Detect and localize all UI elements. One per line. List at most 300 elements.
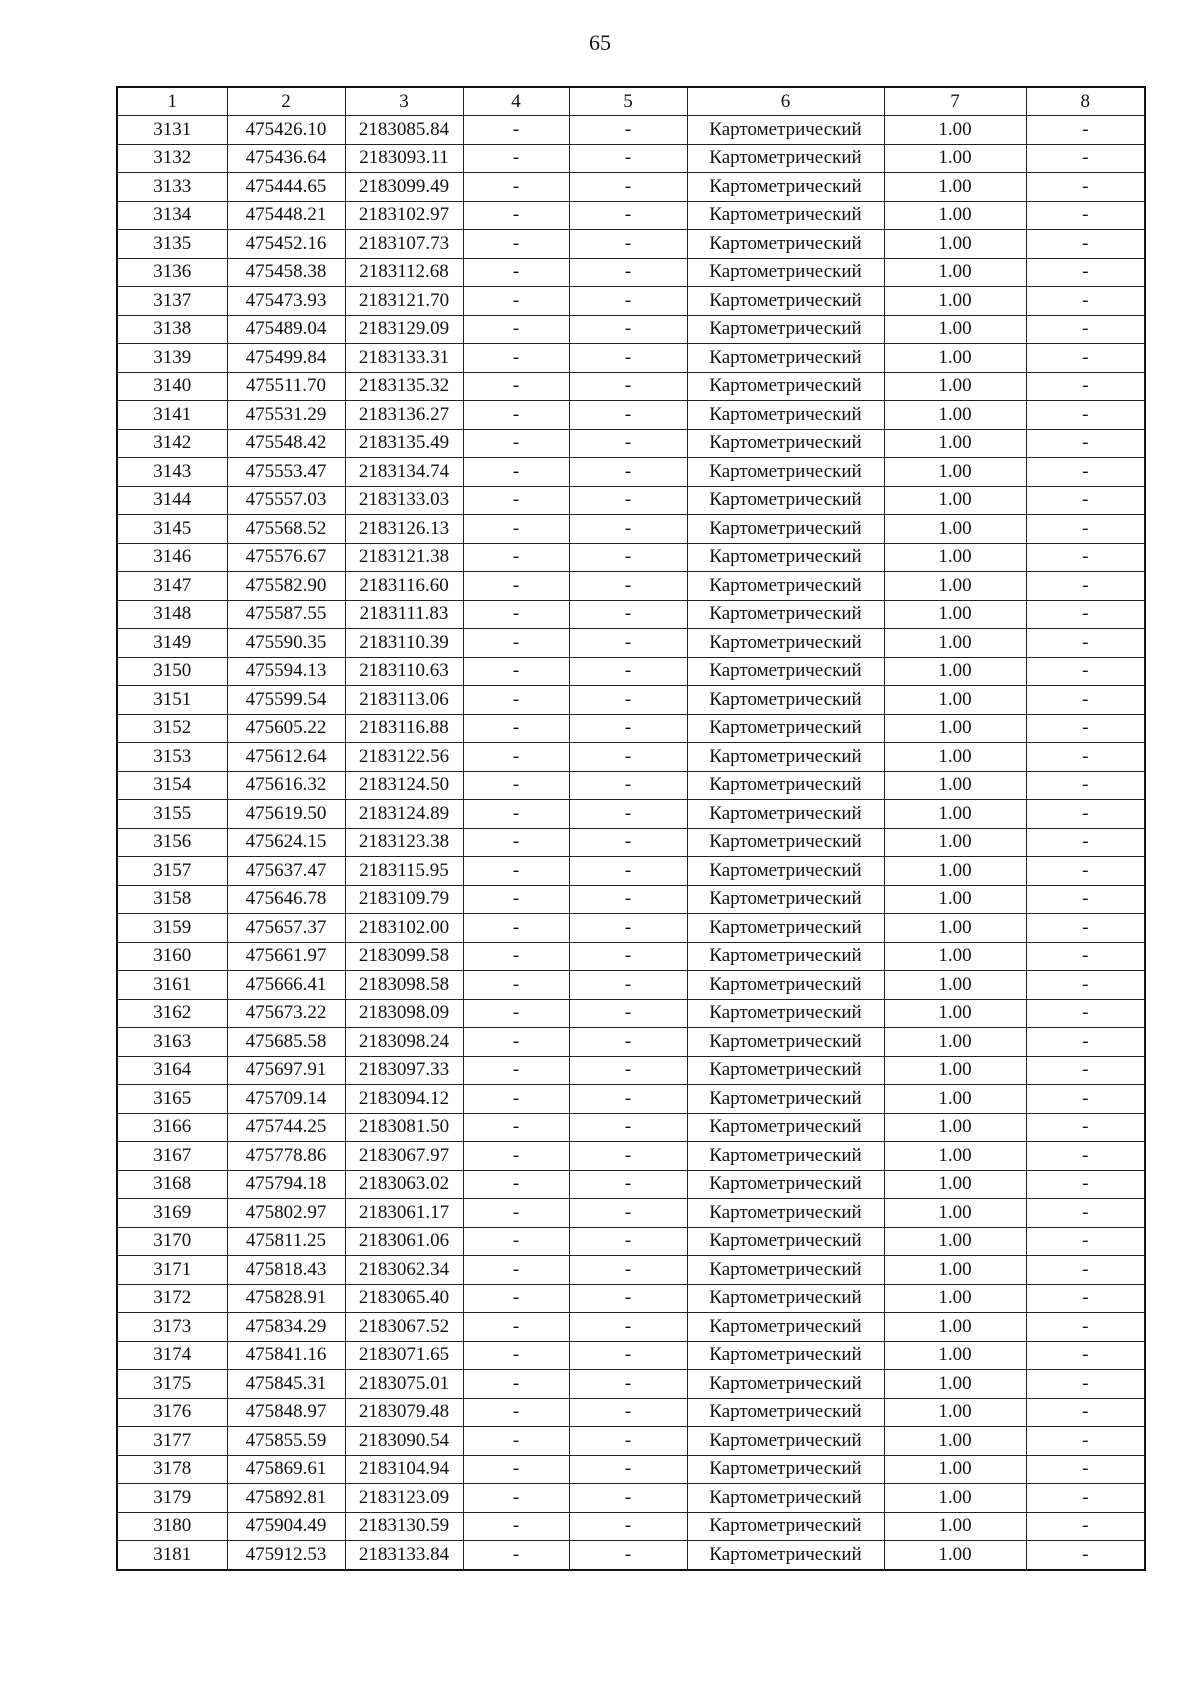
table-row	[117, 942, 1145, 971]
table-row	[117, 771, 1145, 800]
x-coordinate-cell: 475619.50	[227, 800, 345, 829]
table-row	[117, 1113, 1145, 1142]
column-4-cell: -	[463, 572, 569, 601]
table-row	[117, 657, 1145, 686]
accuracy-cell: 1.00	[884, 315, 1026, 344]
y-coordinate-cell: 2183098.58	[345, 971, 463, 1000]
x-coordinate-cell: 475646.78	[227, 885, 345, 914]
point-number-cell: 3181	[117, 1541, 227, 1570]
column-8-cell: -	[1026, 315, 1145, 344]
table-row	[117, 1170, 1145, 1199]
table-row	[117, 572, 1145, 601]
column-5-cell: -	[569, 429, 687, 458]
column-5-cell: -	[569, 258, 687, 287]
column-5-cell: -	[569, 1056, 687, 1085]
method-cell: Картометрический	[687, 1113, 884, 1142]
accuracy-cell: 1.00	[884, 1313, 1026, 1342]
x-coordinate-cell: 475458.38	[227, 258, 345, 287]
y-coordinate-cell: 2183098.09	[345, 999, 463, 1028]
y-coordinate-cell: 2183123.09	[345, 1484, 463, 1513]
point-number-cell: 3174	[117, 1341, 227, 1370]
column-4-cell: -	[463, 914, 569, 943]
accuracy-cell: 1.00	[884, 116, 1026, 145]
column-header: 8	[1026, 87, 1145, 116]
column-8-cell: -	[1026, 258, 1145, 287]
y-coordinate-cell: 2183094.12	[345, 1085, 463, 1114]
column-4-cell: -	[463, 885, 569, 914]
column-5-cell: -	[569, 1085, 687, 1114]
point-number-cell: 3170	[117, 1227, 227, 1256]
column-8-cell: -	[1026, 657, 1145, 686]
column-5-cell: -	[569, 401, 687, 430]
method-cell: Картометрический	[687, 1142, 884, 1171]
table-row	[117, 714, 1145, 743]
x-coordinate-cell: 475557.03	[227, 486, 345, 515]
column-8-cell: -	[1026, 828, 1145, 857]
column-header: 7	[884, 87, 1026, 116]
y-coordinate-cell: 2183061.06	[345, 1227, 463, 1256]
point-number-cell: 3154	[117, 771, 227, 800]
column-4-cell: -	[463, 344, 569, 373]
accuracy-cell: 1.00	[884, 686, 1026, 715]
column-8-cell: -	[1026, 1113, 1145, 1142]
table-row	[117, 315, 1145, 344]
column-5-cell: -	[569, 1199, 687, 1228]
column-4-cell: -	[463, 942, 569, 971]
y-coordinate-cell: 2183102.00	[345, 914, 463, 943]
column-5-cell: -	[569, 828, 687, 857]
point-number-cell: 3133	[117, 173, 227, 202]
column-8-cell: -	[1026, 1028, 1145, 1057]
accuracy-cell: 1.00	[884, 1512, 1026, 1541]
column-8-cell: -	[1026, 1056, 1145, 1085]
table-row	[117, 1085, 1145, 1114]
table-row	[117, 1284, 1145, 1313]
point-number-cell: 3155	[117, 800, 227, 829]
method-cell: Картометрический	[687, 743, 884, 772]
method-cell: Картометрический	[687, 458, 884, 487]
y-coordinate-cell: 2183067.52	[345, 1313, 463, 1342]
table-row	[117, 600, 1145, 629]
y-coordinate-cell: 2183075.01	[345, 1370, 463, 1399]
column-4-cell: -	[463, 629, 569, 658]
coordinates-table	[116, 86, 1146, 1571]
table-row	[117, 144, 1145, 173]
x-coordinate-cell: 475744.25	[227, 1113, 345, 1142]
point-number-cell: 3175	[117, 1370, 227, 1399]
point-number-cell: 3169	[117, 1199, 227, 1228]
method-cell: Картометрический	[687, 1341, 884, 1370]
y-coordinate-cell: 2183115.95	[345, 857, 463, 886]
point-number-cell: 3147	[117, 572, 227, 601]
column-8-cell: -	[1026, 1398, 1145, 1427]
x-coordinate-cell: 475444.65	[227, 173, 345, 202]
accuracy-cell: 1.00	[884, 800, 1026, 829]
column-header: 2	[227, 87, 345, 116]
table-row	[117, 1341, 1145, 1370]
table-row	[117, 1256, 1145, 1285]
accuracy-cell: 1.00	[884, 1341, 1026, 1370]
method-cell: Картометрический	[687, 1370, 884, 1399]
column-8-cell: -	[1026, 572, 1145, 601]
column-4-cell: -	[463, 971, 569, 1000]
column-4-cell: -	[463, 1142, 569, 1171]
header-row	[117, 87, 1145, 116]
column-5-cell: -	[569, 1113, 687, 1142]
y-coordinate-cell: 2183133.03	[345, 486, 463, 515]
column-5-cell: -	[569, 173, 687, 202]
method-cell: Картометрический	[687, 486, 884, 515]
column-4-cell: -	[463, 1284, 569, 1313]
accuracy-cell: 1.00	[884, 1455, 1026, 1484]
method-cell: Картометрический	[687, 1170, 884, 1199]
accuracy-cell: 1.00	[884, 486, 1026, 515]
x-coordinate-cell: 475590.35	[227, 629, 345, 658]
x-coordinate-cell: 475489.04	[227, 315, 345, 344]
accuracy-cell: 1.00	[884, 714, 1026, 743]
x-coordinate-cell: 475818.43	[227, 1256, 345, 1285]
x-coordinate-cell: 475548.42	[227, 429, 345, 458]
column-8-cell: -	[1026, 1142, 1145, 1171]
y-coordinate-cell: 2183133.31	[345, 344, 463, 373]
column-5-cell: -	[569, 1341, 687, 1370]
point-number-cell: 3139	[117, 344, 227, 373]
x-coordinate-cell: 475452.16	[227, 230, 345, 259]
column-4-cell: -	[463, 828, 569, 857]
y-coordinate-cell: 2183121.38	[345, 543, 463, 572]
x-coordinate-cell: 475612.64	[227, 743, 345, 772]
y-coordinate-cell: 2183135.49	[345, 429, 463, 458]
x-coordinate-cell: 475673.22	[227, 999, 345, 1028]
table-row	[117, 1398, 1145, 1427]
column-4-cell: -	[463, 743, 569, 772]
table-row	[117, 515, 1145, 544]
method-cell: Картометрический	[687, 1541, 884, 1570]
column-5-cell: -	[569, 999, 687, 1028]
column-8-cell: -	[1026, 1256, 1145, 1285]
column-5-cell: -	[569, 714, 687, 743]
accuracy-cell: 1.00	[884, 1085, 1026, 1114]
table-row	[117, 1142, 1145, 1171]
y-coordinate-cell: 2183111.83	[345, 600, 463, 629]
column-5-cell: -	[569, 315, 687, 344]
table-row	[117, 629, 1145, 658]
accuracy-cell: 1.00	[884, 743, 1026, 772]
y-coordinate-cell: 2183067.97	[345, 1142, 463, 1171]
column-5-cell: -	[569, 600, 687, 629]
x-coordinate-cell: 475841.16	[227, 1341, 345, 1370]
accuracy-cell: 1.00	[884, 1113, 1026, 1142]
table-row	[117, 1028, 1145, 1057]
accuracy-cell: 1.00	[884, 1056, 1026, 1085]
point-number-cell: 3135	[117, 230, 227, 259]
point-number-cell: 3132	[117, 144, 227, 173]
point-number-cell: 3141	[117, 401, 227, 430]
accuracy-cell: 1.00	[884, 857, 1026, 886]
column-header: 3	[345, 87, 463, 116]
table-header	[117, 87, 1145, 116]
column-header: 1	[117, 87, 227, 116]
y-coordinate-cell: 2183099.58	[345, 942, 463, 971]
x-coordinate-cell: 475834.29	[227, 1313, 345, 1342]
x-coordinate-cell: 475587.55	[227, 600, 345, 629]
column-4-cell: -	[463, 686, 569, 715]
point-number-cell: 3140	[117, 372, 227, 401]
x-coordinate-cell: 475448.21	[227, 201, 345, 230]
method-cell: Картометрический	[687, 315, 884, 344]
method-cell: Картометрический	[687, 999, 884, 1028]
method-cell: Картометрический	[687, 1199, 884, 1228]
column-5-cell: -	[569, 1028, 687, 1057]
method-cell: Картометрический	[687, 1313, 884, 1342]
point-number-cell: 3151	[117, 686, 227, 715]
y-coordinate-cell: 2183129.09	[345, 315, 463, 344]
accuracy-cell: 1.00	[884, 230, 1026, 259]
accuracy-cell: 1.00	[884, 429, 1026, 458]
y-coordinate-cell: 2183136.27	[345, 401, 463, 430]
point-number-cell: 3166	[117, 1113, 227, 1142]
table-row	[117, 1199, 1145, 1228]
column-5-cell: -	[569, 1170, 687, 1199]
x-coordinate-cell: 475599.54	[227, 686, 345, 715]
x-coordinate-cell: 475869.61	[227, 1455, 345, 1484]
table-row	[117, 1056, 1145, 1085]
method-cell: Картометрический	[687, 942, 884, 971]
y-coordinate-cell: 2183065.40	[345, 1284, 463, 1313]
point-number-cell: 3167	[117, 1142, 227, 1171]
point-number-cell: 3160	[117, 942, 227, 971]
y-coordinate-cell: 2183071.65	[345, 1341, 463, 1370]
column-8-cell: -	[1026, 942, 1145, 971]
column-8-cell: -	[1026, 686, 1145, 715]
column-5-cell: -	[569, 1484, 687, 1513]
point-number-cell: 3149	[117, 629, 227, 658]
y-coordinate-cell: 2183079.48	[345, 1398, 463, 1427]
point-number-cell: 3137	[117, 287, 227, 316]
y-coordinate-cell: 2183093.11	[345, 144, 463, 173]
column-8-cell: -	[1026, 714, 1145, 743]
method-cell: Картометрический	[687, 201, 884, 230]
x-coordinate-cell: 475576.67	[227, 543, 345, 572]
table-row	[117, 372, 1145, 401]
accuracy-cell: 1.00	[884, 287, 1026, 316]
point-number-cell: 3164	[117, 1056, 227, 1085]
column-4-cell: -	[463, 1199, 569, 1228]
method-cell: Картометрический	[687, 287, 884, 316]
y-coordinate-cell: 2183134.74	[345, 458, 463, 487]
y-coordinate-cell: 2183113.06	[345, 686, 463, 715]
accuracy-cell: 1.00	[884, 657, 1026, 686]
column-8-cell: -	[1026, 1427, 1145, 1456]
y-coordinate-cell: 2183062.34	[345, 1256, 463, 1285]
x-coordinate-cell: 475697.91	[227, 1056, 345, 1085]
column-4-cell: -	[463, 1370, 569, 1399]
column-5-cell: -	[569, 885, 687, 914]
method-cell: Картометрический	[687, 258, 884, 287]
accuracy-cell: 1.00	[884, 458, 1026, 487]
table-row	[117, 828, 1145, 857]
table-body	[117, 116, 1145, 1570]
accuracy-cell: 1.00	[884, 258, 1026, 287]
x-coordinate-cell: 475582.90	[227, 572, 345, 601]
table-row	[117, 201, 1145, 230]
column-8-cell: -	[1026, 429, 1145, 458]
table-row	[117, 1541, 1145, 1570]
column-5-cell: -	[569, 657, 687, 686]
point-number-cell: 3171	[117, 1256, 227, 1285]
column-4-cell: -	[463, 1256, 569, 1285]
column-5-cell: -	[569, 1512, 687, 1541]
accuracy-cell: 1.00	[884, 344, 1026, 373]
accuracy-cell: 1.00	[884, 1256, 1026, 1285]
x-coordinate-cell: 475499.84	[227, 344, 345, 373]
method-cell: Картометрический	[687, 857, 884, 886]
y-coordinate-cell: 2183107.73	[345, 230, 463, 259]
table-row	[117, 800, 1145, 829]
point-number-cell: 3180	[117, 1512, 227, 1541]
column-5-cell: -	[569, 1398, 687, 1427]
column-5-cell: -	[569, 144, 687, 173]
column-5-cell: -	[569, 1227, 687, 1256]
column-4-cell: -	[463, 401, 569, 430]
table-row	[117, 401, 1145, 430]
point-number-cell: 3159	[117, 914, 227, 943]
accuracy-cell: 1.00	[884, 1284, 1026, 1313]
x-coordinate-cell: 475624.15	[227, 828, 345, 857]
column-5-cell: -	[569, 1427, 687, 1456]
accuracy-cell: 1.00	[884, 515, 1026, 544]
method-cell: Картометрический	[687, 885, 884, 914]
method-cell: Картометрический	[687, 1455, 884, 1484]
y-coordinate-cell: 2183109.79	[345, 885, 463, 914]
column-4-cell: -	[463, 116, 569, 145]
point-number-cell: 3172	[117, 1284, 227, 1313]
column-8-cell: -	[1026, 230, 1145, 259]
column-5-cell: -	[569, 1256, 687, 1285]
column-8-cell: -	[1026, 1313, 1145, 1342]
point-number-cell: 3136	[117, 258, 227, 287]
x-coordinate-cell: 475553.47	[227, 458, 345, 487]
method-cell: Картометрический	[687, 1398, 884, 1427]
point-number-cell: 3179	[117, 1484, 227, 1513]
column-8-cell: -	[1026, 173, 1145, 202]
column-4-cell: -	[463, 1028, 569, 1057]
column-8-cell: -	[1026, 600, 1145, 629]
x-coordinate-cell: 475605.22	[227, 714, 345, 743]
column-8-cell: -	[1026, 800, 1145, 829]
table-row	[117, 914, 1145, 943]
column-5-cell: -	[569, 1142, 687, 1171]
table-row	[117, 1455, 1145, 1484]
y-coordinate-cell: 2183116.60	[345, 572, 463, 601]
point-number-cell: 3168	[117, 1170, 227, 1199]
x-coordinate-cell: 475473.93	[227, 287, 345, 316]
column-8-cell: -	[1026, 999, 1145, 1028]
method-cell: Картометрический	[687, 572, 884, 601]
point-number-cell: 3142	[117, 429, 227, 458]
accuracy-cell: 1.00	[884, 1541, 1026, 1570]
x-coordinate-cell: 475828.91	[227, 1284, 345, 1313]
method-cell: Картометрический	[687, 1284, 884, 1313]
point-number-cell: 3150	[117, 657, 227, 686]
y-coordinate-cell: 2183081.50	[345, 1113, 463, 1142]
column-8-cell: -	[1026, 1455, 1145, 1484]
accuracy-cell: 1.00	[884, 1227, 1026, 1256]
method-cell: Картометрический	[687, 543, 884, 572]
column-5-cell: -	[569, 344, 687, 373]
accuracy-cell: 1.00	[884, 942, 1026, 971]
column-5-cell: -	[569, 800, 687, 829]
column-4-cell: -	[463, 230, 569, 259]
y-coordinate-cell: 2183104.94	[345, 1455, 463, 1484]
column-8-cell: -	[1026, 543, 1145, 572]
page-number: 65	[589, 30, 611, 55]
column-header: 4	[463, 87, 569, 116]
column-8-cell: -	[1026, 1085, 1145, 1114]
column-4-cell: -	[463, 1427, 569, 1456]
point-number-cell: 3131	[117, 116, 227, 145]
method-cell: Картометрический	[687, 429, 884, 458]
accuracy-cell: 1.00	[884, 771, 1026, 800]
table-row	[117, 486, 1145, 515]
column-4-cell: -	[463, 999, 569, 1028]
point-number-cell: 3157	[117, 857, 227, 886]
column-header: 5	[569, 87, 687, 116]
column-8-cell: -	[1026, 885, 1145, 914]
x-coordinate-cell: 475436.64	[227, 144, 345, 173]
column-5-cell: -	[569, 743, 687, 772]
x-coordinate-cell: 475709.14	[227, 1085, 345, 1114]
point-number-cell: 3143	[117, 458, 227, 487]
point-number-cell: 3161	[117, 971, 227, 1000]
table-row	[117, 258, 1145, 287]
accuracy-cell: 1.00	[884, 828, 1026, 857]
x-coordinate-cell: 475794.18	[227, 1170, 345, 1199]
method-cell: Картометрический	[687, 230, 884, 259]
method-cell: Картометрический	[687, 828, 884, 857]
table-row	[117, 344, 1145, 373]
y-coordinate-cell: 2183099.49	[345, 173, 463, 202]
column-5-cell: -	[569, 230, 687, 259]
point-number-cell: 3177	[117, 1427, 227, 1456]
column-8-cell: -	[1026, 1199, 1145, 1228]
column-8-cell: -	[1026, 914, 1145, 943]
column-5-cell: -	[569, 629, 687, 658]
column-4-cell: -	[463, 657, 569, 686]
column-4-cell: -	[463, 372, 569, 401]
x-coordinate-cell: 475848.97	[227, 1398, 345, 1427]
method-cell: Картометрический	[687, 1512, 884, 1541]
method-cell: Картометрический	[687, 116, 884, 145]
table-row	[117, 429, 1145, 458]
column-5-cell: -	[569, 116, 687, 145]
method-cell: Картометрический	[687, 1056, 884, 1085]
column-8-cell: -	[1026, 486, 1145, 515]
accuracy-cell: 1.00	[884, 999, 1026, 1028]
table-row	[117, 1313, 1145, 1342]
column-4-cell: -	[463, 1455, 569, 1484]
column-4-cell: -	[463, 1227, 569, 1256]
y-coordinate-cell: 2183122.56	[345, 743, 463, 772]
column-4-cell: -	[463, 1512, 569, 1541]
accuracy-cell: 1.00	[884, 600, 1026, 629]
column-8-cell: -	[1026, 743, 1145, 772]
accuracy-cell: 1.00	[884, 1484, 1026, 1513]
column-4-cell: -	[463, 201, 569, 230]
y-coordinate-cell: 2183123.38	[345, 828, 463, 857]
column-8-cell: -	[1026, 344, 1145, 373]
column-8-cell: -	[1026, 1284, 1145, 1313]
